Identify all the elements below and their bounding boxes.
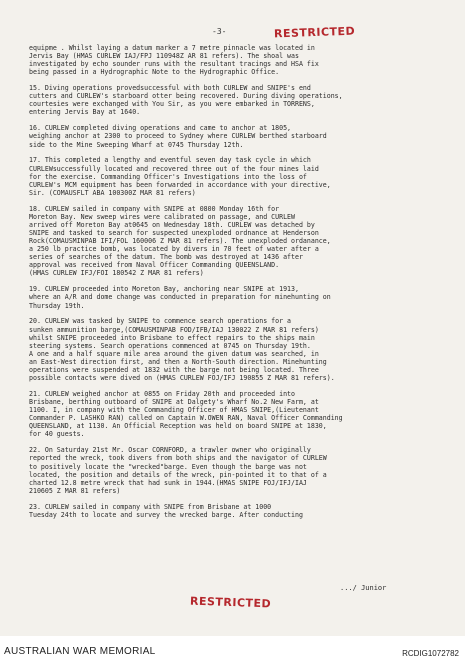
restricted-stamp-top: RESTRICTED bbox=[273, 24, 356, 41]
continuation-marker: .../ Junior bbox=[340, 584, 387, 592]
paragraph-22: 22. On Saturday 21st Mr. Oscar CORNFORD, a trawler owner who originally reported the wreck, took divers from both ships and the navigator of CURLEW to positively locate the "wrecked"barge. Even though the barge was not located, the position and details of the wreck, pin-pointed it to that of a charted 12.8 metre wreck that had sunk in 1944.(HMAS SNIPE FOJ/IFJ/IAJ 210605 Z MAR 81 refers) bbox=[29, 446, 327, 495]
paragraph-23: 23. CURLEW sailed in company with SNIPE from Brisbane at 1000 Tuesday 24th to locate and survey the wrecked barge. After conducting bbox=[29, 502, 303, 519]
page-number: -3- bbox=[212, 27, 227, 36]
restricted-stamp-bottom: RESTRICTED bbox=[189, 594, 272, 611]
paragraph-17: 17. This completed a lengthy and eventful seven day task cycle in which CURLEWsuccessfully located and recovered three out of the four mines laid for the exercise. Commanding Officer's Investigations into the loss of CURLEW's MCM equipment has been forwarded in accordance with your directive, Sir. (COMAUSFLT ABA 100300Z MAR 81 refers) bbox=[29, 156, 331, 197]
paragraph-14-continued: equipme . Whilst laying a datum marker a 7 metre pinnacle was located in Jervis Bay (HMAS CURLEW IAJ/FPJ 110948Z AR 81 refers). The shoal was investigated by echo sounder runs with the resultant tracings and HSA fix being passed in a Hydrographic Note to the Hydrographic Office. bbox=[29, 44, 319, 77]
paragraph-19: 19. CURLEW proceeded into Moreton Bay, anchoring near SNIPE at 1913, where an A/R and dome change was conducted in preparation for minehunting on Thursday 19th. bbox=[29, 285, 331, 310]
record-id: RCDIG1072782 bbox=[402, 649, 459, 658]
paragraph-18: 18. CURLEW sailed in company with SNIPE at 0800 Monday 16th for Moreton Bay. New sweep wires were calibrated on passage, and CURLEW arrived off Moreton Bay at0645 on Wednesday 18th. CURLEW was detached by SNIPE and tasked to search for suspected unexploded ordnance at Henderson Rock(COMAUSMINPAB IFI/FOL 160006 Z MAR 81 refers). The unexploded ordanance, a 250 lb practice bomb, was located by divers in 70 feet of water after a series of searches of the datum. The bomb was destroyed at 1436 after approval was received from Naval Officer Commanding QUEENSLAND. (HMAS CURLEW IFJ/FOI 180542 Z MAR 81 refers) bbox=[29, 204, 331, 278]
paragraph-21: 21. CURLEW weighed anchor at 0855 on Friday 20th and proceeded into Brisbane, berthing outboard of SNIPE at Dalgety's Wharf No.2 New Farm, at 1100. I, in company with the Commanding Officer of HMAS SNIPE,(Lieutenant Commander P. LASHKO RAN) called on Captain W.OWEN RAN, Naval Officer Commanding QUEENSLAND, at 1130. An Official Reception was held on board SNIPE at 1830, for 40 guests. bbox=[29, 389, 343, 439]
document-body bbox=[29, 44, 449, 527]
archive-name: AUSTRALIAN WAR MEMORIAL bbox=[4, 646, 156, 657]
paragraph-16: 16. CURLEW completed diving operations and came to anchor at 1805, weighing anchor at 2300 to proceed to Sydney where CURLEW berthed starboard side to the Mine Sweeping Wharf at 0745 Thursday 12th. bbox=[29, 124, 327, 149]
paragraph-15: 15. Diving operations provedsuccessful with both CURLEW and SNIPE's end cutters and CURLEW's starboard otter being recovered. During diving operations, courtesies were exchanged with You Sir, as you were embarked in TORRENS, entering Jervis Bay at 1640. bbox=[29, 84, 343, 117]
paragraph-20: 20. CURLEW was tasked by SNIPE to commence search operations for a sunken ammunition barge,(COMAUSMINPAB FOD/IFB/IAJ 130022 Z MAR 81 refers) whilst SNIPE proceeded into Brisbane to effect repairs to the ships main steering systems. Search operations commenced at 0745 on Thursday 19th. A one and a half square mile area around the given datum was searched, in an East-West direction first, and then a North-South direction. Minehunting operations were suspended at 1832 with the barge not being located. Three possible contacts were dived on (HMAS CURLEW FOJ/IFJ 190855 Z MAR 81 refers). bbox=[29, 317, 335, 383]
